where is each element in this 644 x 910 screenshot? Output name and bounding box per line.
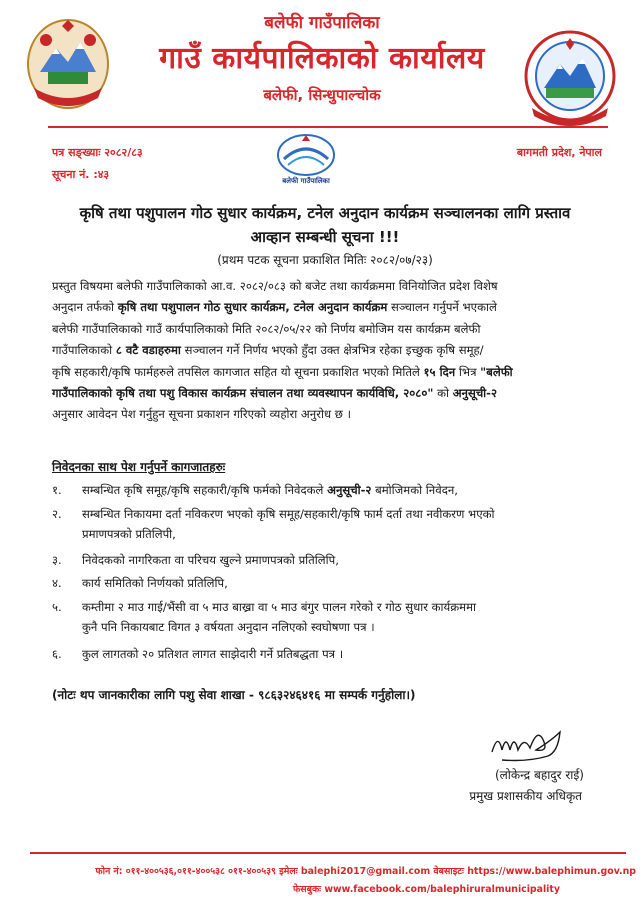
document-item-1: १. सम्बन्धित कृषि समूह/कृषि सहकारी/कृषि फर्मको निवेदकले अनुसूची-२ बमोजिमको निवेदन, [52, 483, 458, 497]
header-divider [48, 126, 608, 128]
signatory-title: प्रमुख प्रशासकीय अधिकृत [469, 789, 582, 803]
center-logo [276, 133, 336, 191]
reference-number: पत्र सङ्ख्याः २०८२/८३ [52, 146, 143, 159]
body-line-3: बलेफी गाउँपालिकाको गाउँ कार्यपालिकाको मिति २०८२/०५/२२ को निर्णय बमोजिम यस कार्यक्रम बलेफी [52, 321, 481, 336]
document-item-5: ५. कम्तीमा २ माउ गाई/भैंसी वा ५ माउ बाख्रा वा ५ माउ बंगुर पालन गरेको र गोठ सुधार कार्यक्रममा कुनै पनि निकायबाट विगत ३ वर्षयता अनुदान नलिएको स्वघोषणा पत्र । [52, 600, 477, 634]
municipality-name: बलेफी गाउँपालिका [264, 13, 380, 33]
footer-contact: फोन नं: ०११-४००५३६,०११-४००५३८ ०११-४००५३९ इमेलः balephi2017@gmail.com वेबसाइटः https://www.balephimun.gov.np [95, 866, 636, 877]
notice-title-line1: कृषि तथा पशुपालन गोठ सुधार कार्यक्रम, टनेल अनुदान कार्यक्रम सञ्चालनका लागि प्रस्ताव [79, 204, 571, 222]
documents-heading: निवेदनका साथ पेश गर्नुपर्ने कागजातहरुः [52, 460, 226, 474]
document-item-6: ६. कुल लागतको २० प्रतिशत लागत साझेदारी गर्ने प्रतिबद्धता पत्र । [52, 647, 344, 661]
body-line-5: कृषि सहकारी/कृषि फार्महरुले तपसिल कागजात सहित यो सूचना प्रकाशित भएको मितिले १५ दिन भित्र "बलेफी [52, 364, 513, 379]
body-line-7: अनुसार आवेदन पेश गर्नुहुन सूचना प्रकाशन गरिएको व्यहोरा अनुरोध छ । [52, 407, 351, 422]
signatory-name: (लोकेन्द्र बहादुर राई) [494, 768, 584, 782]
office-name: गाउँ कार्यपालिकाको कार्यालय [159, 41, 485, 76]
document-item-2: २. सम्बन्धित निकायमा दर्ता नविकरण भएको कृषि समूह/सहकारी/कृषि फार्म दर्ता तथा नवीकरण भएको प्रमाणपत्रको प्रतिलिपी, [52, 507, 495, 541]
notice-number: सूचना नं. :४३ [52, 168, 110, 181]
body-line-6: गाउँपालिकाको कृषि तथा पशु विकास कार्यक्रम संचालन तथा व्यवस्थापन कार्यविधि, २०८०" को अनुसूची-२ [52, 386, 498, 401]
contact-note: (नोटः थप जानकारीका लागि पशु सेवा शाखा - ९८६३२४६४१६ मा सम्पर्क गर्नुहोला।) [52, 688, 416, 702]
body-line-4: गाउँपालिकाको ८ वटै वडाहरुमा सञ्चालन गर्ने निर्णय भएको हुँदा उक्त क्षेत्रभित्र रहेका इच्छुक कृषि समूह/ [52, 343, 484, 358]
document-item-3: ३. निवेदकको नागरिकता वा परिचय खुल्ने प्रमाणपत्रको प्रतिलिपि, [52, 553, 339, 567]
body-paragraph [52, 276, 612, 426]
body-line-1: प्रस्तुत विषयमा बलेफी गाउँपालिकाको आ.व. २०८२/०८३ को बजेट तथा कार्यक्रममा विनियोजित प्रदेश विशेष [52, 279, 498, 293]
document-item-4: ४. कार्य समितिको निर्णयको प्रतिलिपि, [52, 576, 228, 590]
signature-mark [488, 722, 572, 766]
footer-facebook: फेसबुकः www.facebook.com/balephiruralmunicipality [293, 884, 560, 895]
footer-divider [30, 852, 626, 854]
province-label: बागमती प्रदेश, नेपाल [516, 146, 602, 159]
notice-title-line2: आव्हान सम्बन्धी सूचना !!! [250, 228, 400, 246]
center-logo-caption: बलेफी गाउँपालिका [282, 177, 330, 185]
office-address: बलेफी, सिन्धुपाल्चोक [263, 86, 381, 104]
body-line-2: अनुदान तर्फको कृषि तथा पशुपालन गोठ सुधार कार्यक्रम, टनेल अनुदान कार्यक्रम सञ्चालन गर्नुपर्ने भएकाले [52, 300, 497, 315]
notice-subtitle: (प्रथम पटक सूचना प्रकाशित मितिः २०८२/०७/२३) [217, 253, 433, 267]
